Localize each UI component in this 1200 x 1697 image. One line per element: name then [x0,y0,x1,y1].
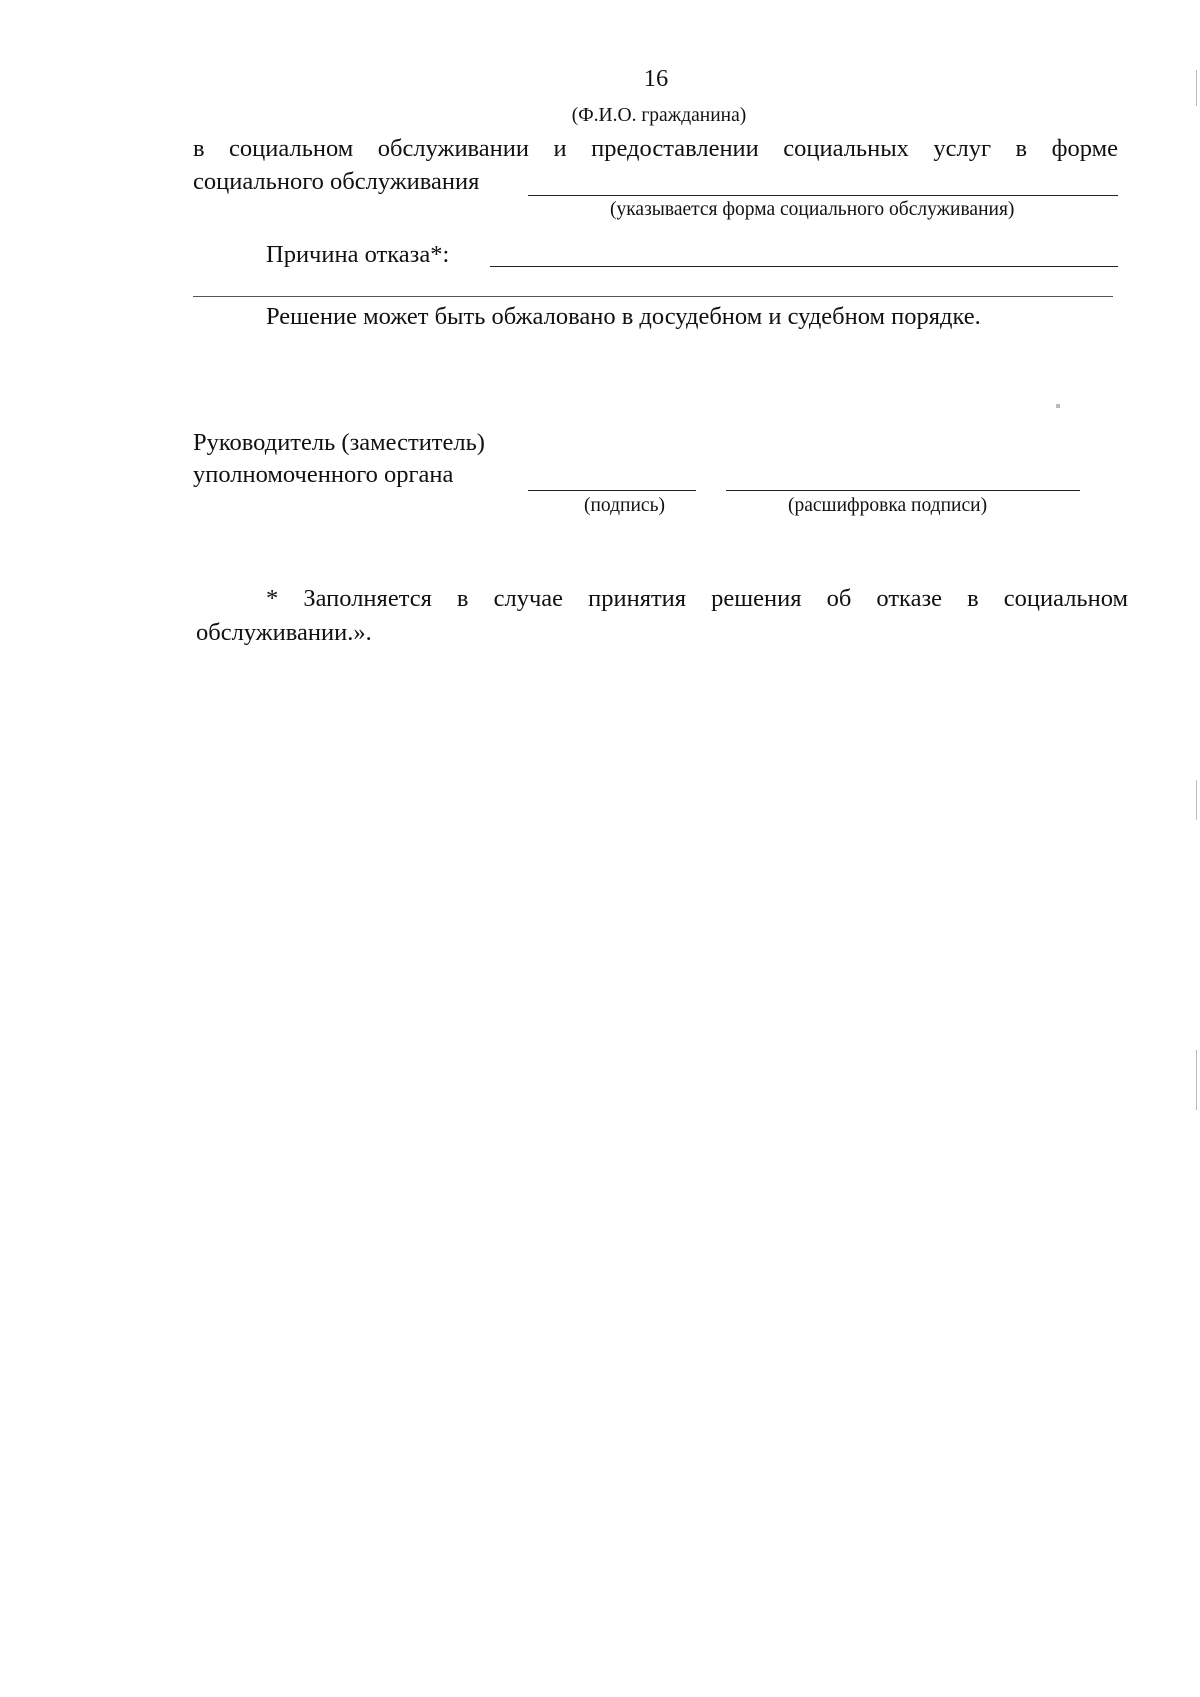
refusal-reason-blank-line [490,266,1118,267]
signatory-title-line-1: Руководитель (заместитель) [193,429,485,456]
signature-decoding-blank-line [726,490,1080,491]
signature-blank-line [528,490,696,491]
appeal-text: Решение может быть обжаловано в досудебном и судебном порядке. [266,303,981,330]
citizen-name-caption: (Ф.И.О. гражданина) [571,105,747,126]
scan-speck [1196,70,1197,106]
signatory-title-line-2: уполномоченного органа [193,461,454,488]
scan-speck [1056,404,1060,408]
service-text-line-1: в социальном обслуживании и предоставлении социальных услуг в форме [193,135,1118,162]
signature-caption: (подпись) [584,495,665,516]
scan-speck [1196,1050,1197,1110]
refusal-reason-label: Причина отказа*: [266,241,450,268]
service-form-caption: (указывается форма социального обслуживания) [610,199,1015,220]
page-number: 16 [643,65,669,92]
service-text-line-2: социального обслуживания [193,168,480,195]
refusal-reason-second-line [193,296,1113,297]
scan-speck [1196,780,1197,820]
footnote-line-2: обслуживании.». [196,619,372,646]
signature-decoding-caption: (расшифровка подписи) [788,495,988,516]
service-form-blank-line [528,195,1118,196]
footnote-line-1: * Заполняется в случае принятия решения об отказе в социальном [266,585,1128,612]
